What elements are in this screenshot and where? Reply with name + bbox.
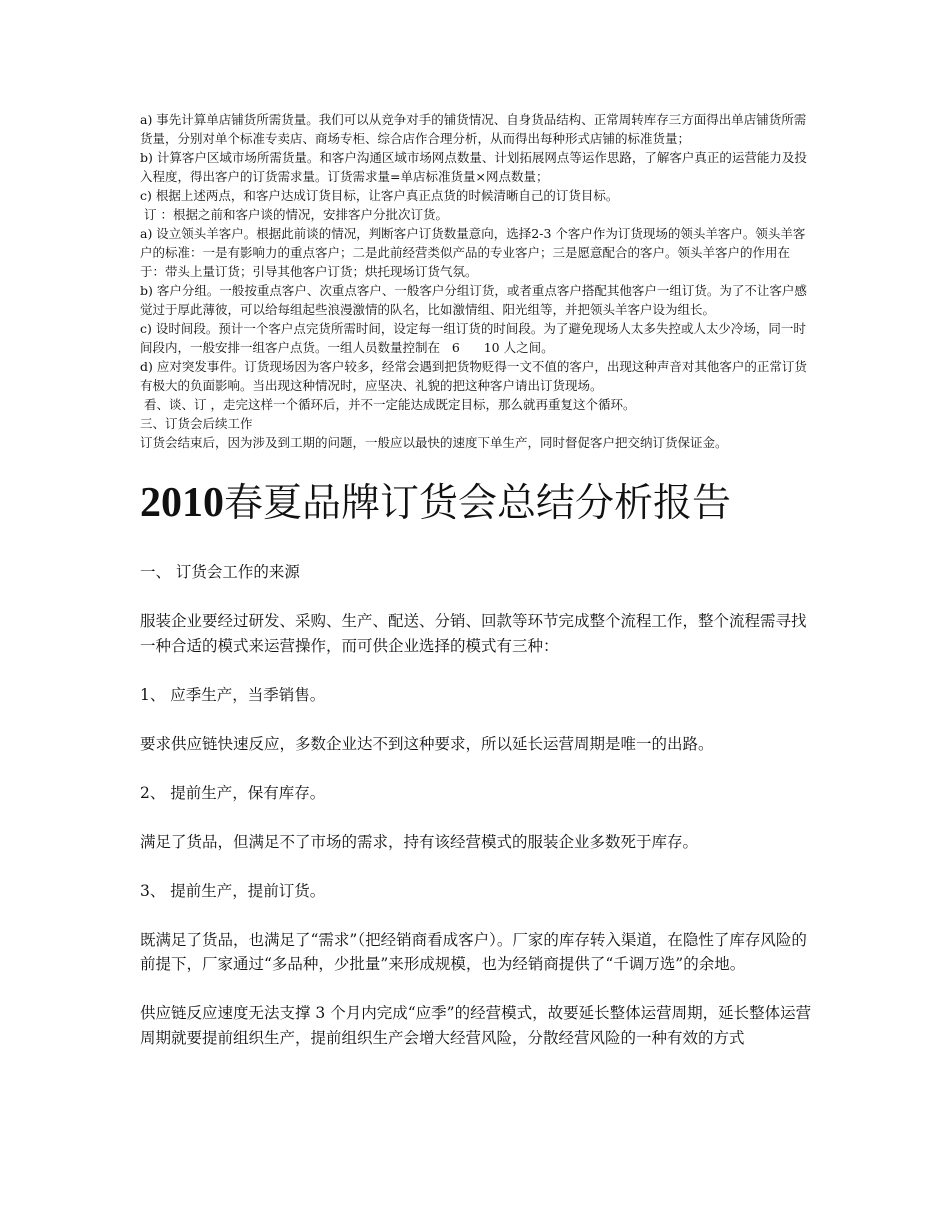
section-heading-origin: 一、 订货会工作的来源 [140,563,300,581]
section-heading-follow-up: 三、订货会后续工作 [140,416,253,431]
intro-paragraph-a-lead-customers: a) 设立领头羊客户。根据此前谈的情况，判断客户订货数量意向，选择2-3 个客户作为订货现场的领头羊客户。领头羊客户的标准：一是有影响力的重点客户；二是此前经营类似产品的专业客户；三是愿意配合的客户。领头羊客户的作用在于：带头上量订货；引导其他客户订货；烘托现场订货气氛。 [140,226,806,279]
body-paragraph-supply-chain: 供应链反应速度无法支撑 3 个月内完成“应季”的经营模式，故要延长整体运营周期，延长整体运营周期就要提前组织生产，提前组织生产会增大经营风险，分散经营风险的一种有效的方式 [140,1004,812,1047]
report-title [140,476,731,531]
intro-paragraph-b-grouping: b) 客户分组。一般按重点客户、次重点客户、一般客户分组订货，或者重点客户搭配其他客户一组订货。为了不让客户感觉过于厚此薄彼，可以给每组起些浪漫激情的队名，比如激情组、阳光组等，并把领头羊客户设为组长。 [140,283,807,317]
intro-paragraph-b-regional-demand: b) 计算客户区域市场所需货量。和客户沟通区域市场网点数量、计划拓展网点等运作思路，了解客户真正的运营能力及投入程度，得出客户的订货需求量。订货需求量=单店标准货量×网点数量； [140,150,807,184]
intro-paragraph-a-stocking: a) 事先计算单店铺货所需货量。我们可以从竞争对手的铺货情况、自身货品结构、正常周转库存三方面得出单店铺货所需货量，分别对单个标准专卖店、商场专柜、综合店作合理分析，从而得出每种形式店铺的标准货量； [140,112,807,146]
body-paragraph-process: 服装企业要经过研发、采购、生产、配送、分销、回款等环节完成整个流程工作，整个流程需寻找一种合适的模式来运营操作，而可供企业选择的模式有三种： [140,612,807,655]
report-title-text: 春夏品牌订货会总结分析报告 [224,481,732,526]
intro-paragraph-c-time-slots: c) 设时间段。预计一个客户点完货所需时间，设定每一组订货的时间段。为了避免现场人太多失控或人太少冷场，同一时间段内，一般安排一组客户点货。一组人员数量控制在 6 10 人之间。 [140,321,806,355]
intro-paragraph-c-target: c) 根据上述两点，和客户达成订货目标，让客户真正点货的时候清晰自己的订货目标。 [140,188,619,203]
intro-paragraph-order-batches: 订 ：根据之前和客户谈的情况，安排客户分批次订货。 [140,207,448,222]
mode-3-description: 既满足了货品，也满足了“需求”（把经销商看成客户）。厂家的库存转入渠道，在隐性了库存风险的前提下，厂家通过“多品种，少批量”来形成规模，也为经销商提供了“千调万选”的余地。 [140,930,807,973]
report-title-year: 2010 [140,480,224,526]
intro-paragraph-d-incidents: d) 应对突发事件。订货现场因为客户较多，经常会遇到把货物贬得一文不值的客户，出现这种声音对其他客户的正常订货有极大的负面影响。当出现这种情况时，应坚决、礼貌的把这种客户请出订货现场。 [140,359,807,393]
mode-3-heading: 3、 提前生产，提前订货。 [140,881,326,900]
mode-2-description: 满足了货品，但满足不了市场的需求，持有该经营模式的服装企业多数死于库存。 [140,832,699,851]
intro-paragraph-cycle: 看、谈、订 ，走完这样一个循环后，并不一定能达成既定目标，那么就再重复这个循环。 [140,397,636,412]
mode-1-heading: 1、 应季生产，当季销售。 [140,685,326,704]
mode-2-heading: 2、 提前生产，保有库存。 [140,783,326,802]
intro-paragraph-follow-up: 订货会结束后，因为涉及到工期的问题，一般应以最快的速度下单生产，同时督促客户把交纳订货保证金。 [140,435,728,450]
report-body [140,560,812,1050]
mode-1-description: 要求供应链快速反应，多数企业达不到这种要求，所以延长运营周期是唯一的出路。 [140,734,714,753]
intro-section [140,110,810,452]
